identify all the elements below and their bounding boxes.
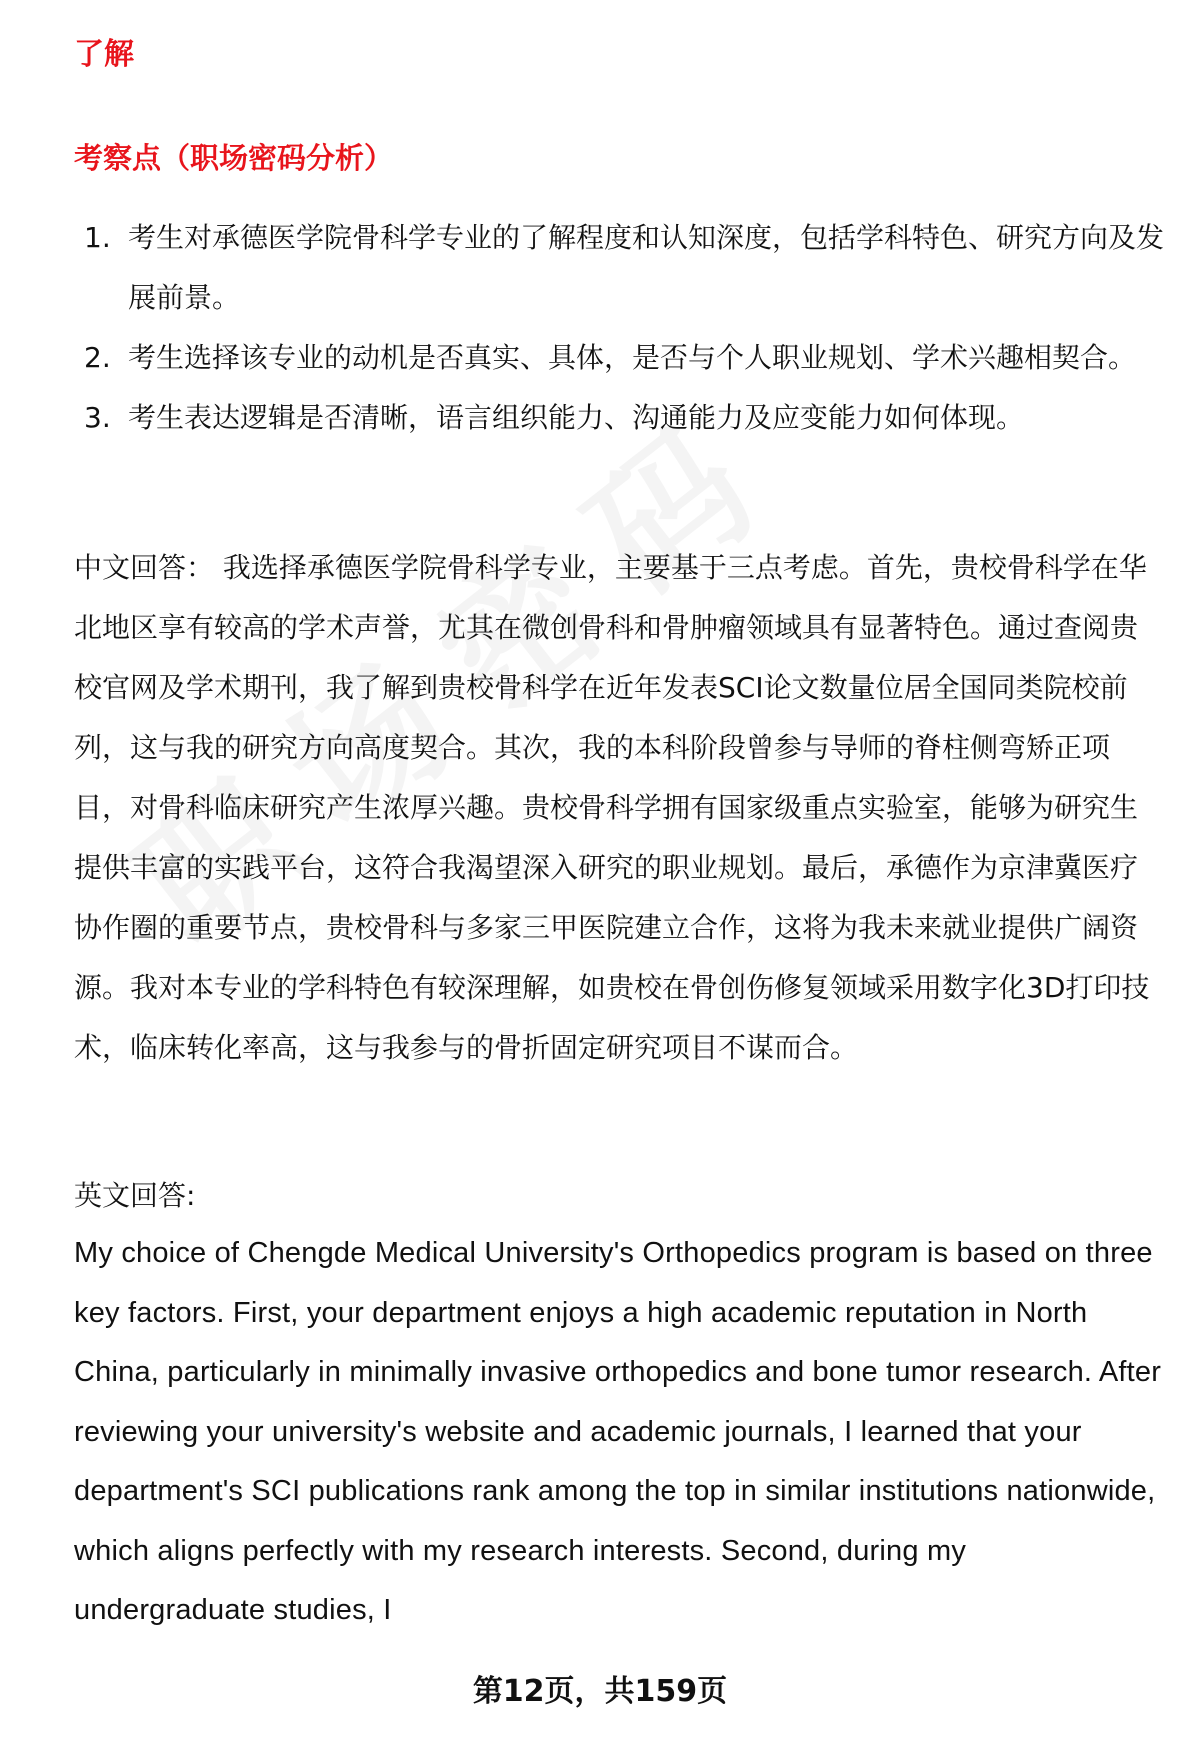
assessment-point: [74, 208, 1164, 328]
question-heading-clip: [74, 0, 1154, 110]
english-answer-text: My choice of Chengde Medical University's Orthopedics program is based on three key factors. First, your department enjoys a high academic reputation in North China, particularly in minimally invasive orthopedics and bone tumor research. After reviewing your university's website and academic journals, I learned that your department's SCI publications rank among the top in similar institutions nationwide, which aligns perfectly with my research interests. Second, during my undergraduate studies, I: [74, 1237, 1162, 1626]
point-text: 考生对承德医学院骨科学专业的了解程度和认知深度，包括学科特色、研究方向及发展前景。: [128, 221, 1165, 314]
page-footer: 第12页，共159页: [472, 1674, 728, 1709]
question-heading: [74, 0, 1154, 80]
assessment-points: [74, 208, 1164, 448]
point-text: 考生选择该专业的动机是否真实、具体，是否与个人职业规划、学术兴趣相契合。: [128, 341, 1137, 374]
assessment-point: [74, 328, 1164, 388]
question-heading-tail: 了解: [74, 37, 134, 72]
assessment-point: [74, 388, 1164, 448]
chinese-answer: [74, 538, 1164, 1078]
point-number: 2.: [84, 341, 111, 374]
chinese-answer-label: 中文回答：: [74, 551, 215, 584]
point-number: 1.: [84, 221, 111, 254]
english-answer-label: 英文回答:: [74, 1179, 196, 1212]
point-number: 3.: [84, 401, 111, 434]
chinese-answer-text: 我选择承德医学院骨科学专业，主要基于三点考虑。首先，贵校骨科学在华北地区享有较高的学术声誉，尤其在微创骨科和骨肿瘤领域具有显著特色。通过查阅贵校官网及学术期刊，我了解到贵校骨科学在近年发表SCI论文数量位居全国同类院校前列，这与我的研究方向高度契合。其次，我的本科阶段曾参与导师的脊柱侧弯矫正项目，对骨科临床研究产生浓厚兴趣。贵校骨科学拥有国家级重点实验室，能够为研究生提供丰富的实践平台，这符合我渴望深入研究的职业规划。最后，承德作为京津冀医疗协作圈的重要节点，贵校骨科与多家三甲医院建立合作，这将为我未来就业提供广阔资源。我对本专业的学科特色有较深理解，如贵校在骨创伤修复领域采用数字化3D打印技术，临床转化率高，这与我参与的骨折固定研究项目不谋而合。: [74, 551, 1150, 1064]
assessment-title: 考察点（职场密码分析）: [74, 141, 394, 175]
point-text: 考生表达逻辑是否清晰，语言组织能力、沟通能力及应变能力如何体现。: [128, 401, 1025, 434]
